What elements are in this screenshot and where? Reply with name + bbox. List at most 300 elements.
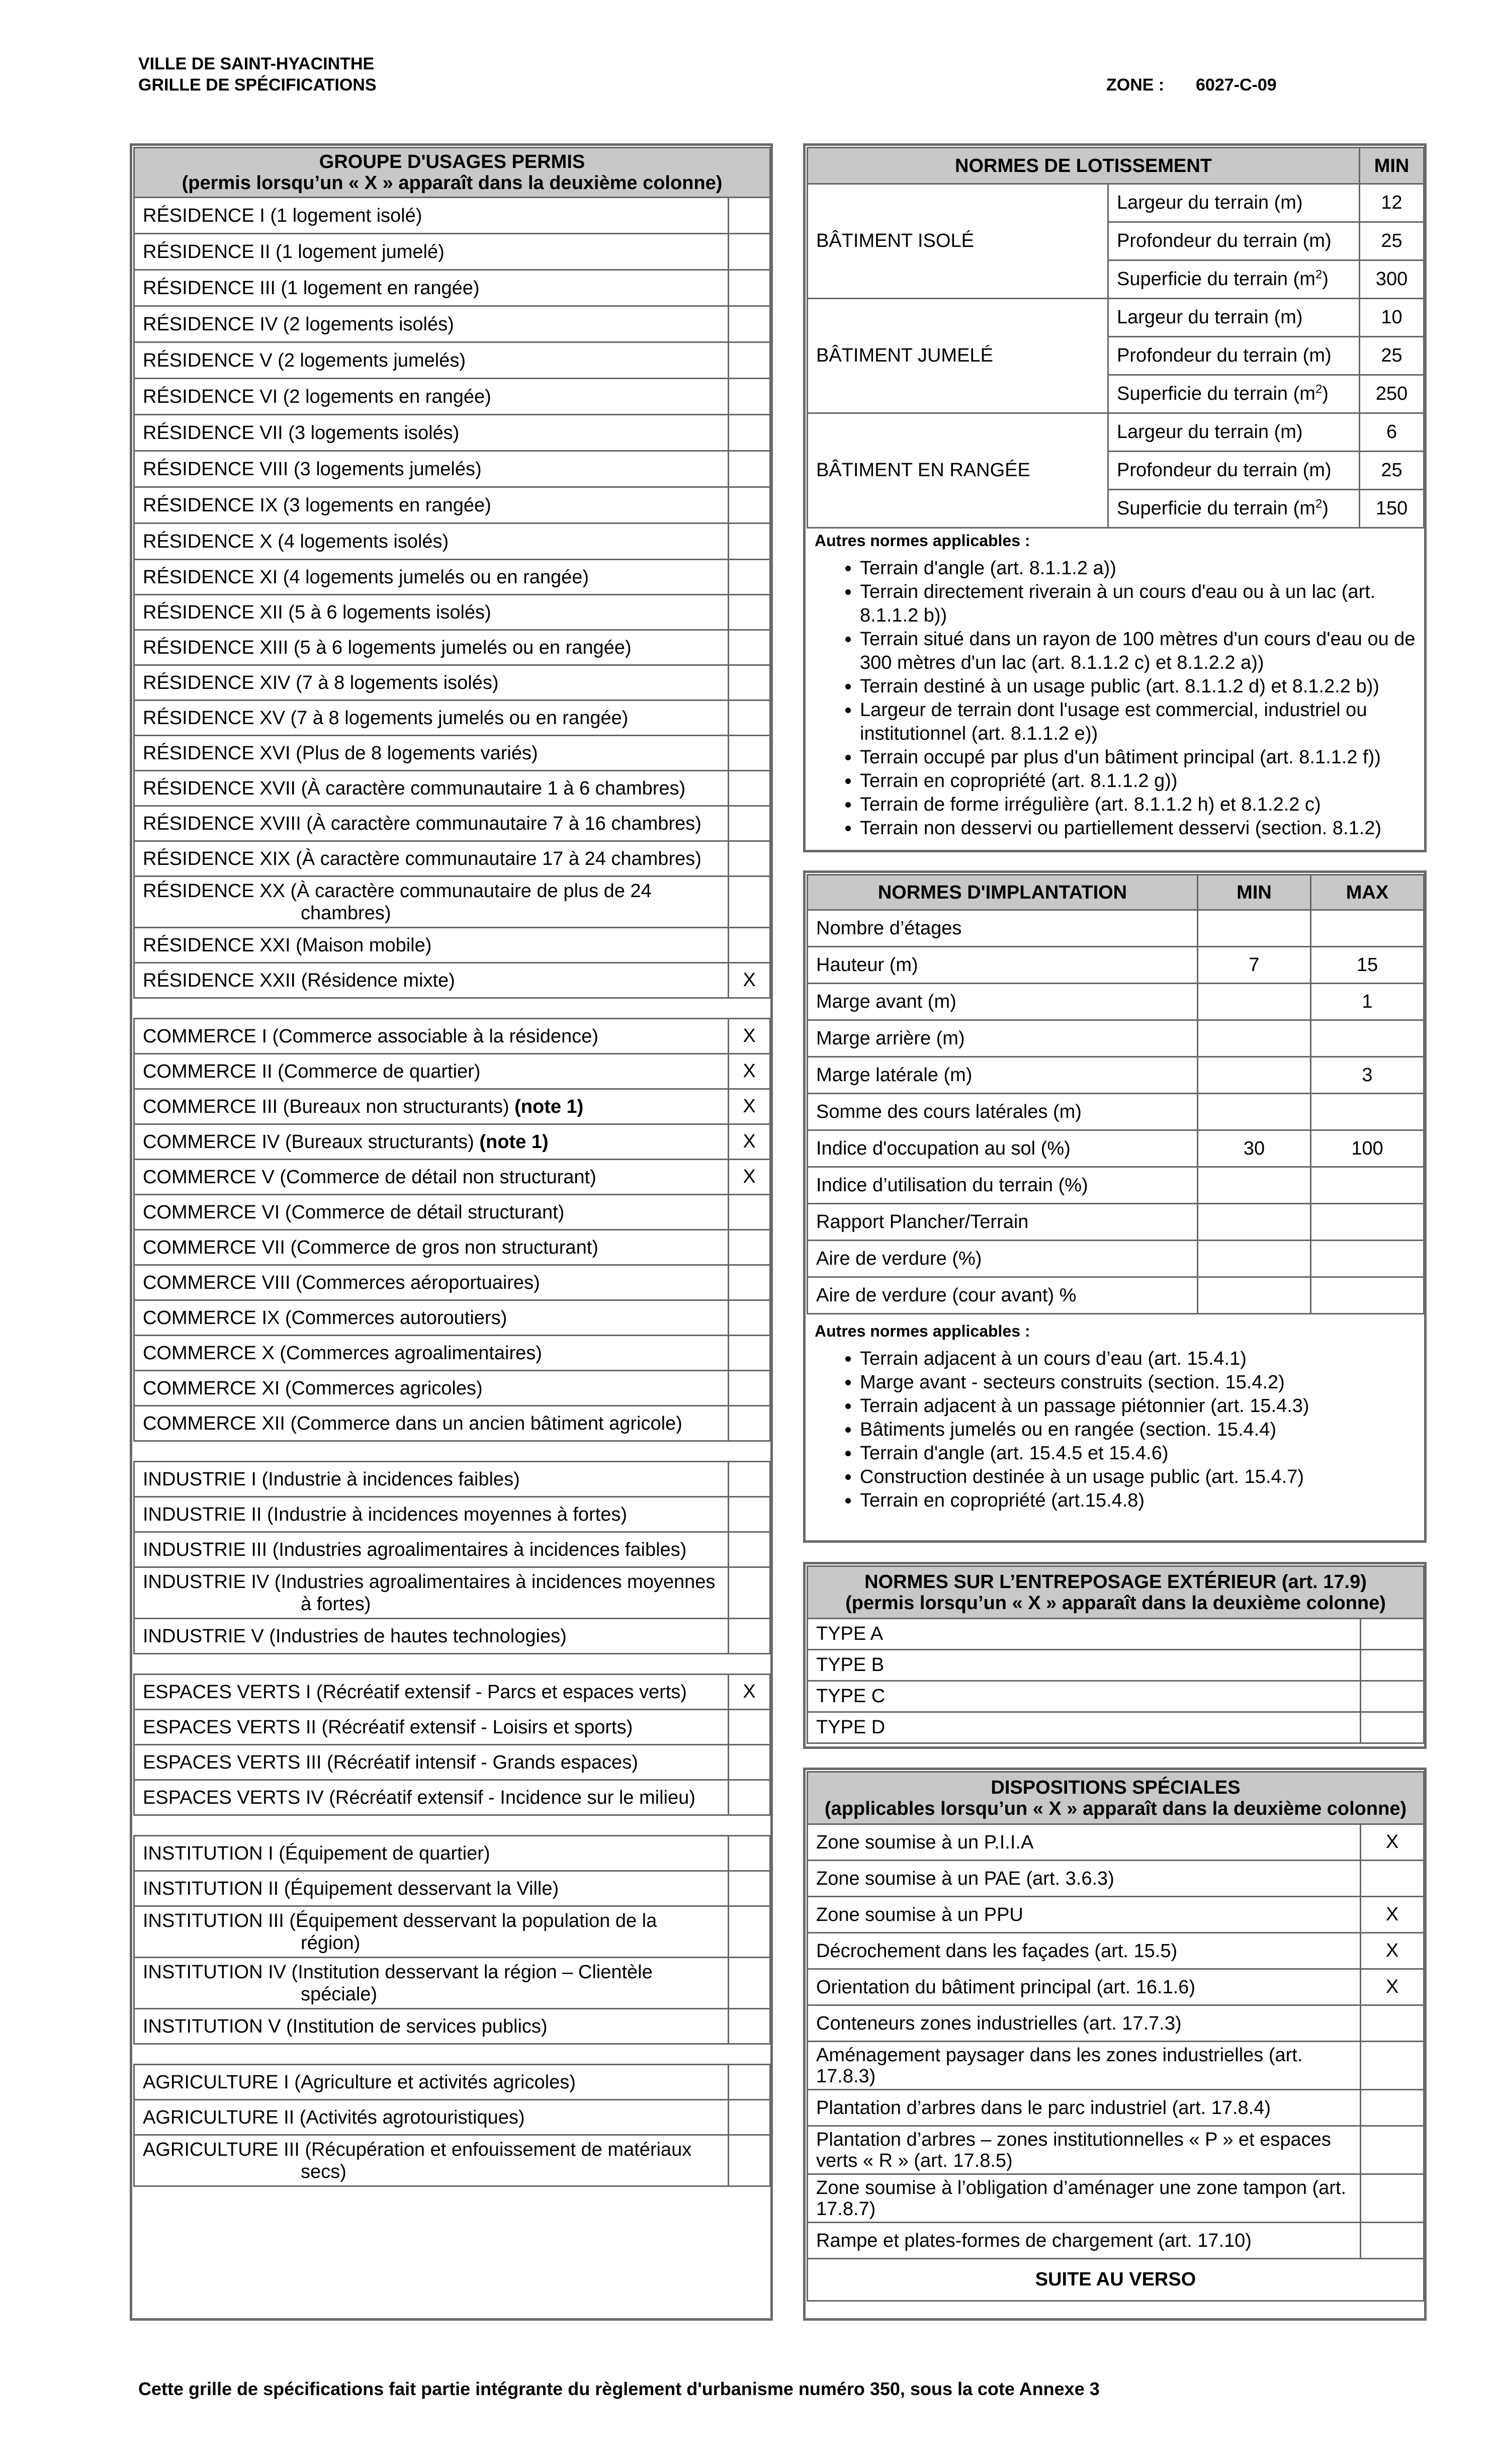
norm-label bbox=[1108, 375, 1360, 413]
usage-name: RÉSIDENCE IV (2 logements isolés) bbox=[143, 313, 454, 335]
implantation-norm-item: • Terrain adjacent à un passage piétonnier (art. 15.4.3) bbox=[860, 1394, 1418, 1418]
norm-min-value bbox=[1360, 413, 1424, 452]
implantation-label bbox=[808, 1094, 1198, 1130]
usage-name: INDUSTRIE IV (Industries agroalimentaires à incidences moyennes à fortes) bbox=[143, 1571, 716, 1615]
usage-row bbox=[134, 963, 770, 998]
disposition-label-text: Conteneurs zones industrielles (art. 17.7.3) bbox=[816, 2012, 1182, 2034]
building-type-name: BÂTIMENT JUMELÉ bbox=[816, 345, 993, 366]
usage-mark bbox=[729, 1089, 770, 1124]
lotissement-row bbox=[808, 299, 1424, 337]
disposition-mark bbox=[1361, 2042, 1424, 2090]
building-type bbox=[808, 413, 1108, 528]
implantation-label bbox=[808, 910, 1198, 947]
norm-label bbox=[1108, 222, 1360, 260]
disposition-mark-text: X bbox=[1385, 1940, 1399, 1961]
usage-name: RÉSIDENCE XVIII (À caractère communautaire 7 à 16 chambres) bbox=[143, 813, 701, 834]
implantation-other-norms bbox=[809, 1317, 1424, 1517]
usage-row bbox=[134, 1124, 770, 1160]
usage-label bbox=[134, 1160, 729, 1195]
usage-label bbox=[134, 736, 729, 771]
superscript-2: 2 bbox=[1315, 268, 1323, 282]
usage-name: RÉSIDENCE V (2 logements jumelés) bbox=[143, 349, 466, 371]
storage-type-mark bbox=[1361, 1650, 1424, 1681]
usage-name: RÉSIDENCE IX (3 logements en rangée) bbox=[143, 494, 491, 516]
lotissement-norm-item: • Terrain de forme irrégulière (art. 8.1.1.2 h) et 8.1.2.2 c) bbox=[860, 793, 1418, 817]
usage-name: COMMERCE XII (Commerce dans un ancien bâtiment agricole) bbox=[143, 1413, 682, 1434]
usage-name: RÉSIDENCE XII (5 à 6 logements isolés) bbox=[143, 601, 491, 623]
usage-row bbox=[134, 595, 770, 630]
usage-label bbox=[134, 928, 729, 963]
usage-row bbox=[134, 876, 770, 928]
usage-label bbox=[134, 1265, 729, 1300]
usage-label bbox=[134, 1497, 729, 1532]
usage-row bbox=[134, 1336, 770, 1371]
usage-name: RÉSIDENCE XXI (Maison mobile) bbox=[143, 934, 432, 956]
usage-mark bbox=[729, 595, 770, 630]
implantation-min bbox=[1198, 1020, 1311, 1057]
implantation-label-text: Aire de verdure (cour avant) % bbox=[816, 1284, 1077, 1306]
implantation-row bbox=[808, 984, 1424, 1020]
implantation-row bbox=[808, 1277, 1424, 1314]
disposition-mark bbox=[1361, 1861, 1424, 1897]
usage-row bbox=[134, 415, 770, 451]
usage-row bbox=[134, 841, 770, 876]
implantation-min bbox=[1198, 947, 1311, 984]
usage-label bbox=[134, 1406, 729, 1441]
norm-label-text: Superficie du terrain (m bbox=[1117, 498, 1315, 519]
usage-label bbox=[134, 487, 729, 523]
usage-name: INDUSTRIE I (Industrie à incidences faibles) bbox=[143, 1468, 520, 1490]
usage-mark-value: X bbox=[743, 1681, 756, 1702]
lotissement-other-norms bbox=[809, 527, 1424, 844]
usage-mark bbox=[729, 560, 770, 595]
usage-name: RÉSIDENCE XIII (5 à 6 logements jumelés ou en rangée) bbox=[143, 637, 632, 658]
norm-min-value bbox=[1360, 260, 1424, 299]
usage-row bbox=[134, 270, 770, 306]
implantation-title: NORMES D'IMPLANTATION bbox=[808, 875, 1198, 910]
usage-row bbox=[134, 342, 770, 379]
usage-mark bbox=[729, 1124, 770, 1160]
usage-name: COMMERCE IX (Commerces autoroutiers) bbox=[143, 1307, 507, 1329]
usage-row bbox=[134, 1532, 770, 1567]
storage-type-label bbox=[808, 1712, 1361, 1743]
usage-row bbox=[134, 198, 770, 234]
disposition-label-text: Rampe et plates-formes de chargement (art. 17.10) bbox=[816, 2230, 1252, 2251]
disposition-row bbox=[808, 1969, 1424, 2005]
group-separator bbox=[134, 998, 770, 1019]
usage-label bbox=[134, 876, 729, 928]
usage-label bbox=[134, 1300, 729, 1336]
dispositions-table bbox=[807, 1771, 1425, 2302]
disposition-label bbox=[808, 2005, 1361, 2042]
usage-label bbox=[134, 1124, 729, 1160]
usage-row bbox=[134, 379, 770, 415]
usage-row bbox=[134, 1300, 770, 1336]
usage-mark bbox=[729, 1371, 770, 1406]
usage-label bbox=[134, 1054, 729, 1089]
storage-type-mark bbox=[1361, 1619, 1424, 1650]
implantation-label-text: Marge avant (m) bbox=[816, 991, 956, 1012]
storage-type-text: TYPE A bbox=[816, 1623, 884, 1644]
implantation-norm-item: • Marge avant - secteurs construits (section. 15.4.2) bbox=[860, 1371, 1418, 1394]
usages-subtitle: (permis lorsqu’un « X » apparaît dans la deuxième colonne) bbox=[182, 172, 723, 194]
implantation-norm-item: • Terrain adjacent à un cours d’eau (art. 15.4.1) bbox=[860, 1347, 1418, 1371]
entreposage-title: NORMES SUR L’ENTREPOSAGE EXTÉRIEUR (art. 17.9) bbox=[864, 1571, 1367, 1593]
usage-row bbox=[134, 1675, 770, 1710]
implantation-row bbox=[808, 1204, 1424, 1241]
usage-mark bbox=[729, 1745, 770, 1780]
usage-name: COMMERCE XI (Commerces agricoles) bbox=[143, 1377, 483, 1399]
implantation-label-text: Aire de verdure (%) bbox=[816, 1248, 982, 1269]
usage-label bbox=[134, 2065, 729, 2100]
document-title: GRILLE DE SPÉCIFICATIONS bbox=[138, 75, 377, 95]
implantation-max bbox=[1311, 910, 1424, 947]
implantation-max bbox=[1311, 1277, 1424, 1314]
norm-min-text: 6 bbox=[1386, 421, 1397, 443]
dispositions-title: DISPOSITIONS SPÉCIALES bbox=[991, 1777, 1241, 1798]
implantation-min bbox=[1198, 910, 1311, 947]
usage-mark bbox=[729, 379, 770, 415]
norm-min-value bbox=[1360, 337, 1424, 375]
disposition-mark-text: X bbox=[1385, 1976, 1399, 1997]
usage-mark bbox=[729, 1675, 770, 1710]
usage-label bbox=[134, 415, 729, 451]
disposition-row bbox=[808, 1897, 1424, 1933]
closing-paren: ) bbox=[1322, 383, 1329, 404]
usage-name: INDUSTRIE II (Industrie à incidences moyennes à fortes) bbox=[143, 1504, 628, 1525]
usage-mark bbox=[729, 1265, 770, 1300]
norm-min-text: 25 bbox=[1381, 345, 1402, 366]
usage-mark-value: X bbox=[743, 1025, 756, 1046]
usage-row bbox=[134, 1780, 770, 1815]
building-type bbox=[808, 184, 1108, 299]
usage-label bbox=[134, 2100, 729, 2135]
usage-mark bbox=[729, 1406, 770, 1441]
usage-mark bbox=[729, 1019, 770, 1054]
usage-name: INDUSTRIE III (Industries agroalimentaires à incidences faibles) bbox=[143, 1539, 687, 1560]
disposition-label-text: Aménagement paysager dans les zones industrielles (art. 17.8.3) bbox=[816, 2044, 1303, 2087]
usage-row bbox=[134, 1019, 770, 1054]
usage-mark bbox=[729, 270, 770, 306]
lotissement-title: NORMES DE LOTISSEMENT bbox=[808, 148, 1360, 184]
usage-label bbox=[134, 1089, 729, 1124]
zone-value: 6027-C-09 bbox=[1196, 75, 1277, 95]
usage-label bbox=[134, 451, 729, 487]
implantation-table bbox=[807, 874, 1425, 1314]
implantation-row bbox=[808, 1020, 1424, 1057]
usage-mark bbox=[729, 1710, 770, 1745]
usage-name: INSTITUTION IV (Institution desservant la région – Clientèle spéciale) bbox=[143, 1961, 653, 2005]
disposition-label-text: Décrochement dans les façades (art. 15.5) bbox=[816, 1940, 1178, 1962]
implantation-label-text: Indice d'occupation au sol (%) bbox=[816, 1137, 1071, 1159]
closing-paren: ) bbox=[1322, 498, 1329, 519]
usage-mark bbox=[729, 700, 770, 736]
usage-mark bbox=[729, 1300, 770, 1336]
norm-label-text: Profondeur du terrain (m) bbox=[1117, 345, 1332, 366]
disposition-row bbox=[808, 2126, 1424, 2174]
implantation-min bbox=[1198, 1204, 1311, 1241]
norm-min-text: 250 bbox=[1375, 383, 1408, 404]
norm-min-value bbox=[1360, 299, 1424, 337]
usage-mark bbox=[729, 1871, 770, 1906]
zone-label: ZONE : bbox=[1106, 75, 1165, 95]
dispositions-header bbox=[808, 1772, 1424, 1824]
usage-label bbox=[134, 1230, 729, 1265]
usage-row bbox=[134, 1089, 770, 1124]
usage-label bbox=[134, 2009, 729, 2044]
usage-mark bbox=[729, 234, 770, 270]
usage-mark bbox=[729, 1836, 770, 1871]
usage-mark bbox=[729, 415, 770, 451]
implantation-max bbox=[1311, 1057, 1424, 1094]
usage-mark bbox=[729, 1195, 770, 1230]
superscript-2: 2 bbox=[1315, 497, 1323, 511]
usage-name: RÉSIDENCE XI (4 logements jumelés ou en rangée) bbox=[143, 566, 589, 588]
usage-mark bbox=[729, 928, 770, 963]
usage-row bbox=[134, 1958, 770, 2009]
implantation-row bbox=[808, 1130, 1424, 1167]
usage-name: RÉSIDENCE XX (À caractère communautaire de plus de 24 chambres) bbox=[143, 880, 652, 924]
storage-type-label bbox=[808, 1681, 1361, 1712]
usage-mark bbox=[729, 451, 770, 487]
usage-mark bbox=[729, 1336, 770, 1371]
implantation-label bbox=[808, 947, 1198, 984]
disposition-mark bbox=[1361, 1933, 1424, 1969]
lotissement-norm-item: • Largeur de terrain dont l'usage est commercial, industriel ou institutionnel (art. 8.1.1.2 e)) bbox=[860, 698, 1418, 746]
usage-name: RÉSIDENCE XV (7 à 8 logements jumelés ou en rangée) bbox=[143, 707, 629, 729]
building-type-name: BÂTIMENT EN RANGÉE bbox=[816, 460, 1030, 481]
usage-name: ESPACES VERTS I (Récréatif extensif - Parcs et espaces verts) bbox=[143, 1681, 687, 1703]
usage-label bbox=[134, 1019, 729, 1054]
implantation-label-text: Rapport Plancher/Terrain bbox=[816, 1211, 1029, 1233]
usage-row bbox=[134, 1906, 770, 1958]
usage-row bbox=[134, 1497, 770, 1532]
norm-label bbox=[1108, 260, 1360, 299]
lotissement-norm-item: • Terrain situé dans un rayon de 100 mètres d'un cours d'eau ou de 300 mètres d'un lac (art. 8.1.1.2 c) et 8.1.2.2 a)) bbox=[860, 628, 1418, 675]
lotissement-other-title: Autres normes applicables : bbox=[815, 532, 1030, 550]
usage-label bbox=[134, 1371, 729, 1406]
lotissement-row bbox=[808, 184, 1424, 222]
implantation-row bbox=[808, 1241, 1424, 1277]
implantation-min bbox=[1198, 1094, 1311, 1130]
usage-name: INSTITUTION I (Équipement de quartier) bbox=[143, 1842, 490, 1864]
implantation-min-header: MIN bbox=[1198, 875, 1311, 910]
norm-label-text: Profondeur du terrain (m) bbox=[1117, 230, 1332, 251]
disposition-mark-text: X bbox=[1385, 1831, 1399, 1853]
group-separator bbox=[134, 1654, 770, 1675]
usage-mark-value: X bbox=[743, 1061, 756, 1082]
usage-label bbox=[134, 1836, 729, 1871]
usage-name: RÉSIDENCE XVII (À caractère communautaire 1 à 6 chambres) bbox=[143, 777, 686, 799]
usage-label bbox=[134, 1871, 729, 1906]
implantation-row bbox=[808, 1167, 1424, 1204]
usage-mark bbox=[729, 1160, 770, 1195]
storage-type-row bbox=[808, 1712, 1424, 1743]
usage-mark bbox=[729, 1462, 770, 1497]
dispositions-subtitle: (applicables lorsqu’un « X » apparaît dans la deuxième colonne) bbox=[824, 1798, 1407, 1819]
usage-row bbox=[134, 2065, 770, 2100]
usage-mark bbox=[729, 1958, 770, 2009]
usage-label bbox=[134, 234, 729, 270]
usage-label bbox=[134, 523, 729, 560]
storage-type-mark bbox=[1361, 1681, 1424, 1712]
usage-mark bbox=[729, 1054, 770, 1089]
usage-label bbox=[134, 198, 729, 234]
norm-min-value bbox=[1360, 490, 1424, 528]
implantation-max bbox=[1311, 1167, 1424, 1204]
usage-mark bbox=[729, 1906, 770, 1958]
implantation-max bbox=[1311, 1241, 1424, 1277]
usage-label bbox=[134, 1195, 729, 1230]
implantation-label-text: Hauteur (m) bbox=[816, 954, 918, 976]
norm-label-text: Largeur du terrain (m) bbox=[1117, 192, 1303, 213]
disposition-mark bbox=[1361, 2090, 1424, 2126]
usage-name: INSTITUTION II (Équipement desservant la Ville) bbox=[143, 1878, 559, 1899]
usage-name: RÉSIDENCE XIV (7 à 8 logements isolés) bbox=[143, 672, 499, 693]
disposition-mark bbox=[1361, 1969, 1424, 2005]
usage-name: RÉSIDENCE XVI (Plus de 8 logements variés) bbox=[143, 742, 538, 764]
usage-row bbox=[134, 1567, 770, 1619]
implantation-norm-item: • Bâtiments jumelés ou en rangée (section. 15.4.4) bbox=[860, 1418, 1418, 1442]
usage-row bbox=[134, 1745, 770, 1780]
usage-mark bbox=[729, 665, 770, 700]
norm-label-text: Superficie du terrain (m bbox=[1117, 269, 1315, 290]
usage-mark bbox=[729, 963, 770, 998]
implantation-label-text: Nombre d’étages bbox=[816, 917, 962, 939]
lotissement-norm-item: • Terrain non desservi ou partiellement desservi (section. 8.1.2) bbox=[860, 817, 1418, 840]
implantation-other-title: Autres normes applicables : bbox=[815, 1322, 1030, 1340]
disposition-label bbox=[808, 2090, 1361, 2126]
usage-row bbox=[134, 1230, 770, 1265]
usage-row bbox=[134, 1054, 770, 1089]
usage-mark-value: X bbox=[743, 1096, 756, 1117]
norm-min-value bbox=[1360, 222, 1424, 260]
implantation-label-text: Somme des cours latérales (m) bbox=[816, 1101, 1082, 1122]
usage-label bbox=[134, 665, 729, 700]
usage-row bbox=[134, 1160, 770, 1195]
norm-label-text: Largeur du terrain (m) bbox=[1117, 421, 1303, 443]
disposition-label bbox=[808, 1969, 1361, 2005]
usage-row bbox=[134, 2009, 770, 2044]
implantation-label-text: Marge latérale (m) bbox=[816, 1064, 973, 1086]
implantation-min bbox=[1198, 1277, 1311, 1314]
norm-label bbox=[1108, 337, 1360, 375]
implantation-label bbox=[808, 1057, 1198, 1094]
usage-row bbox=[134, 1836, 770, 1871]
usage-label bbox=[134, 1532, 729, 1567]
disposition-row bbox=[808, 2223, 1424, 2259]
usage-label bbox=[134, 771, 729, 806]
usage-row bbox=[134, 451, 770, 487]
norm-min-value bbox=[1360, 184, 1424, 222]
usage-mark-value: X bbox=[743, 1131, 756, 1152]
usage-mark bbox=[729, 2135, 770, 2186]
usage-name: ESPACES VERTS III (Récréatif intensif - Grands espaces) bbox=[143, 1751, 638, 1773]
implantation-label bbox=[808, 984, 1198, 1020]
disposition-label bbox=[808, 2042, 1361, 2090]
implantation-min-text: 7 bbox=[1249, 954, 1260, 976]
disposition-label bbox=[808, 1861, 1361, 1897]
usage-mark bbox=[729, 306, 770, 342]
disposition-row bbox=[808, 1933, 1424, 1969]
usage-mark bbox=[729, 523, 770, 560]
norm-label bbox=[1108, 184, 1360, 222]
usage-name: RÉSIDENCE II (1 logement jumelé) bbox=[143, 241, 445, 262]
usage-mark bbox=[729, 841, 770, 876]
usage-name: COMMERCE VII (Commerce de gros non structurant) bbox=[143, 1237, 598, 1258]
usage-row bbox=[134, 2100, 770, 2135]
storage-type-row bbox=[808, 1619, 1424, 1650]
storage-type-text: TYPE D bbox=[816, 1717, 886, 1738]
implantation-min bbox=[1198, 1130, 1311, 1167]
norm-label-text: Profondeur du terrain (m) bbox=[1117, 460, 1332, 481]
usage-label bbox=[134, 1619, 729, 1654]
usage-row bbox=[134, 306, 770, 342]
usage-row bbox=[134, 2135, 770, 2186]
usage-mark-value: X bbox=[743, 1166, 756, 1187]
storage-type-text: TYPE C bbox=[816, 1686, 886, 1707]
implantation-label bbox=[808, 1241, 1198, 1277]
usages-table bbox=[133, 147, 771, 2187]
implantation-label bbox=[808, 1130, 1198, 1167]
usage-name: COMMERCE VIII (Commerces aéroportuaires) bbox=[143, 1272, 540, 1293]
usage-label bbox=[134, 630, 729, 665]
entreposage-subtitle: (permis lorsqu’un « X » apparaît dans la deuxième colonne) bbox=[845, 1592, 1386, 1614]
disposition-row bbox=[808, 2042, 1424, 2090]
usage-label bbox=[134, 270, 729, 306]
disposition-label-text: Zone soumise à un P.I.I.A bbox=[816, 1831, 1034, 1853]
storage-type-mark bbox=[1361, 1712, 1424, 1743]
usage-row bbox=[134, 1871, 770, 1906]
usage-label bbox=[134, 1958, 729, 2009]
usage-name: INSTITUTION III (Équipement desservant la population de la région) bbox=[143, 1910, 657, 1954]
usage-row bbox=[134, 1371, 770, 1406]
usage-name: COMMERCE VI (Commerce de détail structurant) bbox=[143, 1201, 565, 1223]
usage-name: RÉSIDENCE VIII (3 logements jumelés) bbox=[143, 458, 482, 480]
usage-row bbox=[134, 736, 770, 771]
disposition-row bbox=[808, 1861, 1424, 1897]
usage-label bbox=[134, 379, 729, 415]
lotissement-row bbox=[808, 413, 1424, 452]
implantation-row bbox=[808, 1057, 1424, 1094]
usage-mark bbox=[729, 342, 770, 379]
usage-row bbox=[134, 487, 770, 523]
storage-type-row bbox=[808, 1650, 1424, 1681]
usage-row bbox=[134, 806, 770, 841]
closing-paren: ) bbox=[1322, 269, 1329, 290]
building-type bbox=[808, 299, 1108, 413]
norm-min-value bbox=[1360, 452, 1424, 490]
implantation-label bbox=[808, 1167, 1198, 1204]
entreposage-header bbox=[808, 1566, 1424, 1619]
usage-name: RÉSIDENCE III (1 logement en rangée) bbox=[143, 277, 480, 299]
lotissement-norm-item: • Terrain destiné à un usage public (art. 8.1.1.2 d) et 8.1.2.2 b)) bbox=[860, 675, 1418, 698]
norm-label-text: Superficie du terrain (m bbox=[1117, 383, 1315, 404]
implantation-label-text: Indice d’utilisation du terrain (%) bbox=[816, 1174, 1088, 1196]
norm-label bbox=[1108, 299, 1360, 337]
entreposage-table bbox=[807, 1565, 1425, 1744]
disposition-label bbox=[808, 1824, 1361, 1861]
usage-mark bbox=[729, 2009, 770, 2044]
usage-label bbox=[134, 560, 729, 595]
usage-note: (note 1) bbox=[479, 1131, 549, 1153]
norm-min-text: 150 bbox=[1375, 498, 1408, 519]
usage-mark bbox=[729, 736, 770, 771]
implantation-max bbox=[1311, 1094, 1424, 1130]
norm-min-text: 300 bbox=[1375, 269, 1408, 290]
usage-row bbox=[134, 1406, 770, 1441]
implantation-max-text: 3 bbox=[1362, 1064, 1373, 1086]
